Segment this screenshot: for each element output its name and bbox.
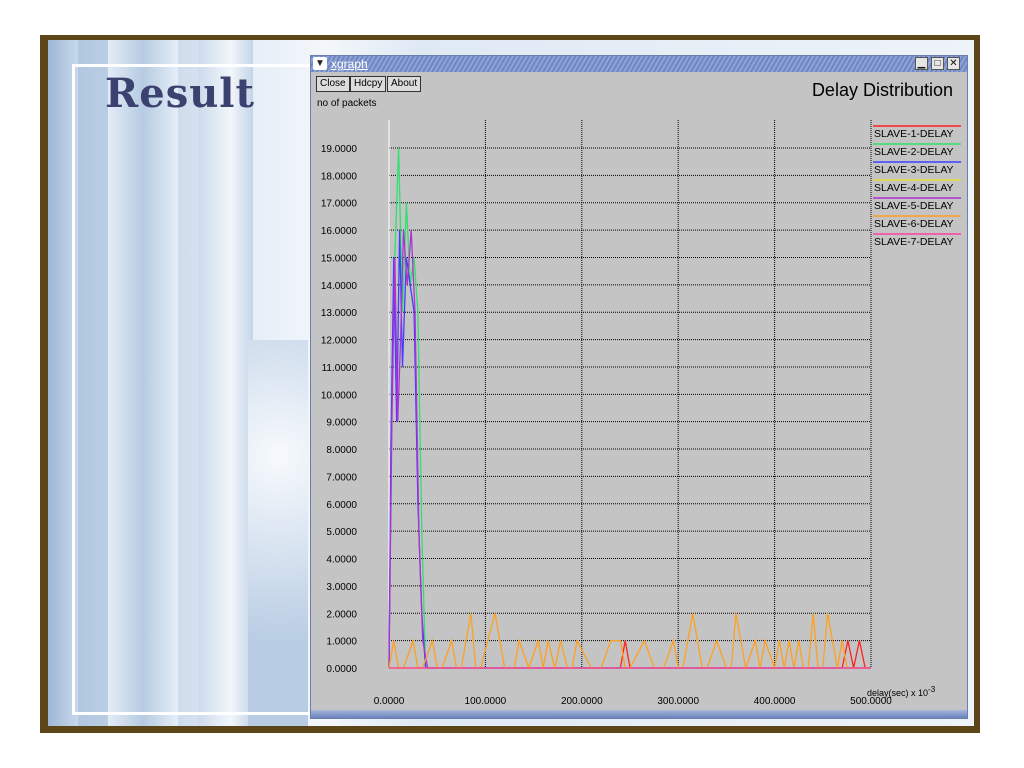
y-tick-label: 19.0000 xyxy=(320,144,357,155)
maximize-icon[interactable]: □ xyxy=(931,57,944,70)
legend-clip xyxy=(961,116,967,246)
y-tick-label: 0.0000 xyxy=(326,664,357,675)
plot-title: Delay Distribution xyxy=(811,80,953,100)
x-tick-label: 300.0000 xyxy=(657,696,700,707)
y-tick-label: 12.0000 xyxy=(320,335,357,347)
legend-label-7: SLAVE-7-DELAY xyxy=(874,236,954,248)
y-tick-label: 16.0000 xyxy=(320,226,357,238)
series-line-2 xyxy=(389,148,871,668)
y-tick-label: 14.0000 xyxy=(320,280,357,292)
y-tick-label: 7.0000 xyxy=(326,472,357,484)
minimize-icon[interactable]: ▁ xyxy=(915,57,928,70)
x-tick-label: 200.0000 xyxy=(560,696,603,707)
y-tick-label: 5.0000 xyxy=(326,527,357,539)
y-tick-label: 10.0000 xyxy=(320,390,357,402)
y-tick-label: 15.0000 xyxy=(320,253,357,265)
x-tick-label: 400.0000 xyxy=(753,696,796,707)
x-tick-label: 0.0000 xyxy=(373,696,405,707)
y-tick-label: 18.0000 xyxy=(320,171,357,183)
y-tick-label: 17.0000 xyxy=(320,198,357,210)
legend-label-2: SLAVE-2-DELAY xyxy=(874,146,954,158)
x-axis-label: delay(sec) x $10^{-3}$ xyxy=(867,685,936,698)
y-tick-label: 2.0000 xyxy=(326,609,357,621)
slide-title: Result xyxy=(105,70,255,117)
y-tick-label: 8.0000 xyxy=(326,445,357,457)
y-tick-label: 9.0000 xyxy=(326,417,357,429)
y-axis-label: no of packets xyxy=(317,98,377,109)
y-tick-label: 13.0000 xyxy=(320,308,357,320)
close-button[interactable]: Close xyxy=(316,76,350,92)
close-icon[interactable]: ✕ xyxy=(947,57,960,70)
about-button[interactable]: About xyxy=(387,76,421,92)
y-tick-label: 3.0000 xyxy=(326,581,357,593)
chevron-down-icon[interactable]: ▼ xyxy=(313,57,327,70)
y-tick-label: 6.0000 xyxy=(326,499,357,511)
x-tick-label: 100.0000 xyxy=(464,696,507,707)
series-line-1 xyxy=(389,641,871,668)
legend-label-1: SLAVE-1-DELAY xyxy=(874,128,954,140)
y-tick-label: 11.0000 xyxy=(321,362,357,374)
legend-label-5: SLAVE-5-DELAY xyxy=(874,200,954,212)
legend-label-6: SLAVE-6-DELAY xyxy=(874,218,954,230)
xgraph-window xyxy=(310,55,968,719)
legend-label-3: SLAVE-3-DELAY xyxy=(874,164,954,176)
x-tick-label: 500.0000 xyxy=(850,696,892,707)
y-tick-label: 4.0000 xyxy=(326,554,357,566)
legend-label-4: SLAVE-4-DELAY xyxy=(874,182,954,194)
y-tick-label: 1.0000 xyxy=(326,636,357,648)
slide-frame-line xyxy=(72,64,335,715)
window-title: xgraph xyxy=(331,57,368,71)
hdcpy-button[interactable]: Hdcpy xyxy=(350,76,386,92)
plot-area xyxy=(311,56,967,710)
window-bottom-bar xyxy=(311,710,967,718)
